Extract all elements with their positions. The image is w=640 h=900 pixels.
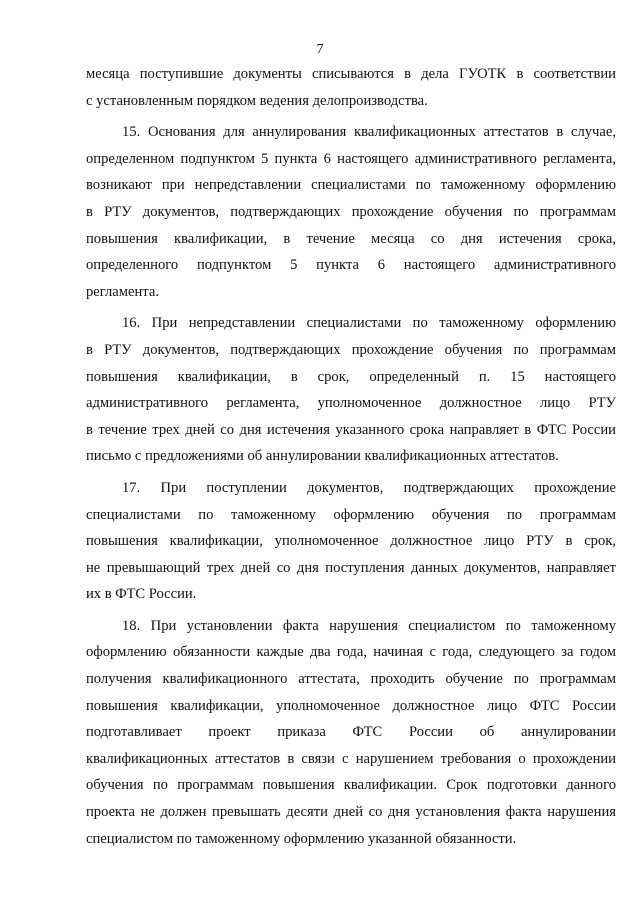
- text-line: административного регламента, уполномоченное должностное лицо РТУ: [86, 395, 616, 412]
- text-line: 15. Основания для аннулирования квалификационных аттестатов в случае,: [122, 124, 616, 141]
- paragraph-18: [86, 613, 616, 852]
- text-line: в течение трех дней со дня истечения указанного срока направляет в ФТС России: [86, 421, 616, 438]
- text-line: 17. При поступлении документов, подтверждающих прохождение: [122, 479, 616, 496]
- text-line: определенного подпунктом 5 пункта 6 настоящего административного: [86, 257, 616, 274]
- text-line: не превышающий трех дней со дня поступления данных документов, направляет: [86, 559, 616, 576]
- paragraph-continuation: [86, 61, 616, 114]
- text-line: обучения по программам повышения квалификации. Срок подготовки данного: [86, 777, 616, 794]
- text-line: определенном подпунктом 5 пункта 6 настоящего административного регламента,: [86, 150, 616, 167]
- paragraph-17: [86, 475, 616, 608]
- text-line: получения квалификационного аттестата, проходить обучение по программам: [86, 671, 616, 688]
- text-line: квалификационных аттестатов в связи с нарушением требования о прохождении: [86, 750, 616, 767]
- text-line: возникают при непредставлении специалистами по таможенному оформлению: [86, 177, 616, 194]
- text-line: письмо с предложениями об аннулировании квалификационных аттестатов.: [86, 448, 559, 465]
- text-line: специалистом по таможенному оформлению указанной обязанности.: [86, 830, 517, 847]
- text-line: специалистами по таможенному оформлению обучения по программам: [86, 506, 616, 523]
- document-body: [86, 61, 616, 857]
- text-line: оформлению обязанности каждые два года, начиная с года, следующего за годом: [86, 644, 616, 661]
- text-line: в РТУ документов, подтверждающих прохождение обучения по программам: [86, 341, 616, 358]
- paragraph-16: [86, 310, 616, 470]
- text-line: повышения квалификации, в течение месяца со дня истечения срока,: [86, 230, 616, 247]
- page-number: 7: [316, 42, 324, 57]
- text-line: 18. При установлении факта нарушения специалистом по таможенному: [122, 617, 616, 634]
- text-line: повышения квалификации, в срок, определенный п. 15 настоящего: [86, 368, 616, 385]
- paragraph-15: [86, 119, 616, 305]
- text-line: 16. При непредставлении специалистами по таможенному оформлению: [122, 315, 616, 332]
- text-line: регламента.: [86, 283, 159, 300]
- text-line: подготавливает проект приказа ФТС России об аннулировании: [86, 724, 616, 741]
- text-line: в РТУ документов, подтверждающих прохождение обучения по программам: [86, 203, 616, 220]
- text-line: проекта не должен превышать десяти дней со дня установления факта нарушения: [86, 804, 616, 821]
- text-line: повышения квалификации, уполномоченное должностное лицо ФТС России: [86, 697, 616, 714]
- text-line: месяца поступившие документы списываются в дела ГУОТК в соответствии: [86, 66, 616, 82]
- text-line: их в ФТС России.: [86, 586, 197, 603]
- text-line: с установленным порядком ведения делопроизводства.: [86, 92, 428, 109]
- text-line: повышения квалификации, уполномоченное должностное лицо РТУ в срок,: [86, 533, 616, 550]
